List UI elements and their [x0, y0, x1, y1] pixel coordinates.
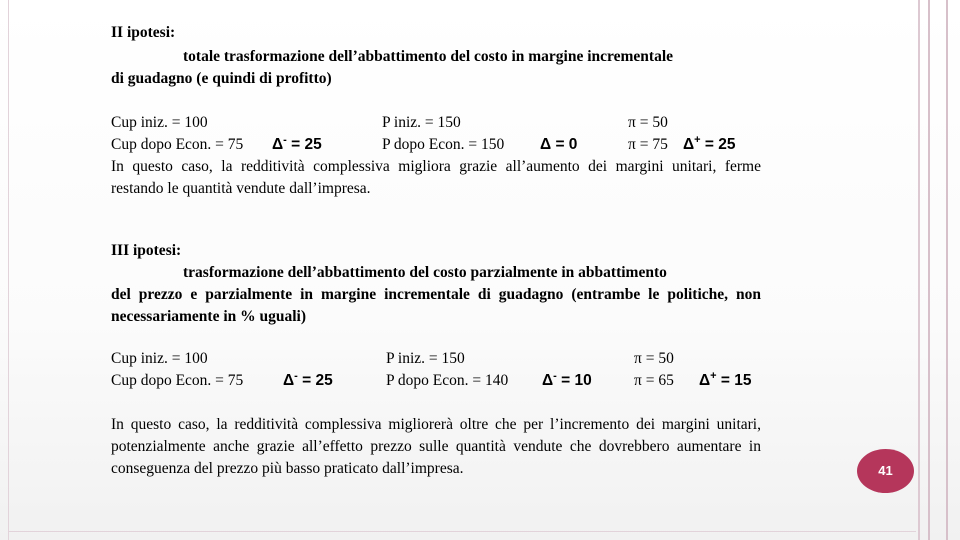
section2-price-delta: Δ = 0: [540, 136, 578, 153]
section3-heading: III ipotesi:: [111, 242, 182, 259]
section2-margin-initial: π = 50: [628, 114, 668, 131]
section3-price-after: P dopo Econ. = 140: [386, 372, 509, 389]
section2-margin-delta: Δ+ = 25: [683, 134, 736, 153]
section2-heading: II ipotesi:: [111, 24, 176, 41]
section2-description-line1: totale trasformazione dell’abbattimento del costo in margine incrementale: [183, 48, 674, 65]
section3-description-paragraph: del prezzo e parzialmente in margine incrementale di guadagno (entrambe le politiche, non necessariamente in % uguali): [111, 286, 761, 325]
section3-price-delta: Δ- = 10: [542, 370, 592, 389]
section3-price-initial: P iniz. = 150: [386, 350, 465, 367]
section3-margin-initial: π = 50: [634, 350, 674, 367]
frame-left-border: [8, 0, 9, 540]
frame-stripe-left: [918, 0, 920, 540]
section3-margin-delta: Δ+ = 15: [699, 370, 752, 389]
frame-stripe-middle: [928, 0, 930, 540]
frame-bottom-border: [8, 531, 916, 532]
section2-price-after: P dopo Econ. = 150: [382, 136, 505, 153]
section3-cup-initial: Cup iniz. = 100: [111, 350, 208, 367]
section2-price-initial: P iniz. = 150: [382, 114, 461, 131]
section2-conclusion: In questo caso, la redditività complessiva migliora grazie all’aumento dei margini unitari, ferme restando le quantità vendute dall’impresa.: [111, 158, 761, 197]
section3-description-line1: trasformazione dell’abbattimento del costo parzialmente in abbattimento: [183, 264, 667, 281]
section3-conclusion: In questo caso, la redditività complessiva migliorerà oltre che per l’incremento dei margini unitari, potenzialmente anche grazie all’effetto prezzo sulle quantità vendute che dovrebbero aumentare in conseguenza del prezzo più basso praticato dall’impresa.: [111, 416, 761, 477]
section2-cup-delta: Δ- = 25: [272, 134, 322, 153]
section3-margin-after: π = 65: [634, 372, 674, 389]
section3-cup-delta: Δ- = 25: [283, 370, 333, 389]
section2-margin-after: π = 75: [628, 136, 668, 153]
page-number-badge: 41: [857, 449, 914, 493]
section2-cup-initial: Cup iniz. = 100: [111, 114, 208, 131]
section3-cup-after: Cup dopo Econ. = 75: [111, 372, 244, 389]
section2-description-line2: di guadagno (e quindi di profitto): [111, 70, 332, 87]
section2-cup-after: Cup dopo Econ. = 75: [111, 136, 244, 153]
frame-stripe-right: [946, 0, 948, 540]
